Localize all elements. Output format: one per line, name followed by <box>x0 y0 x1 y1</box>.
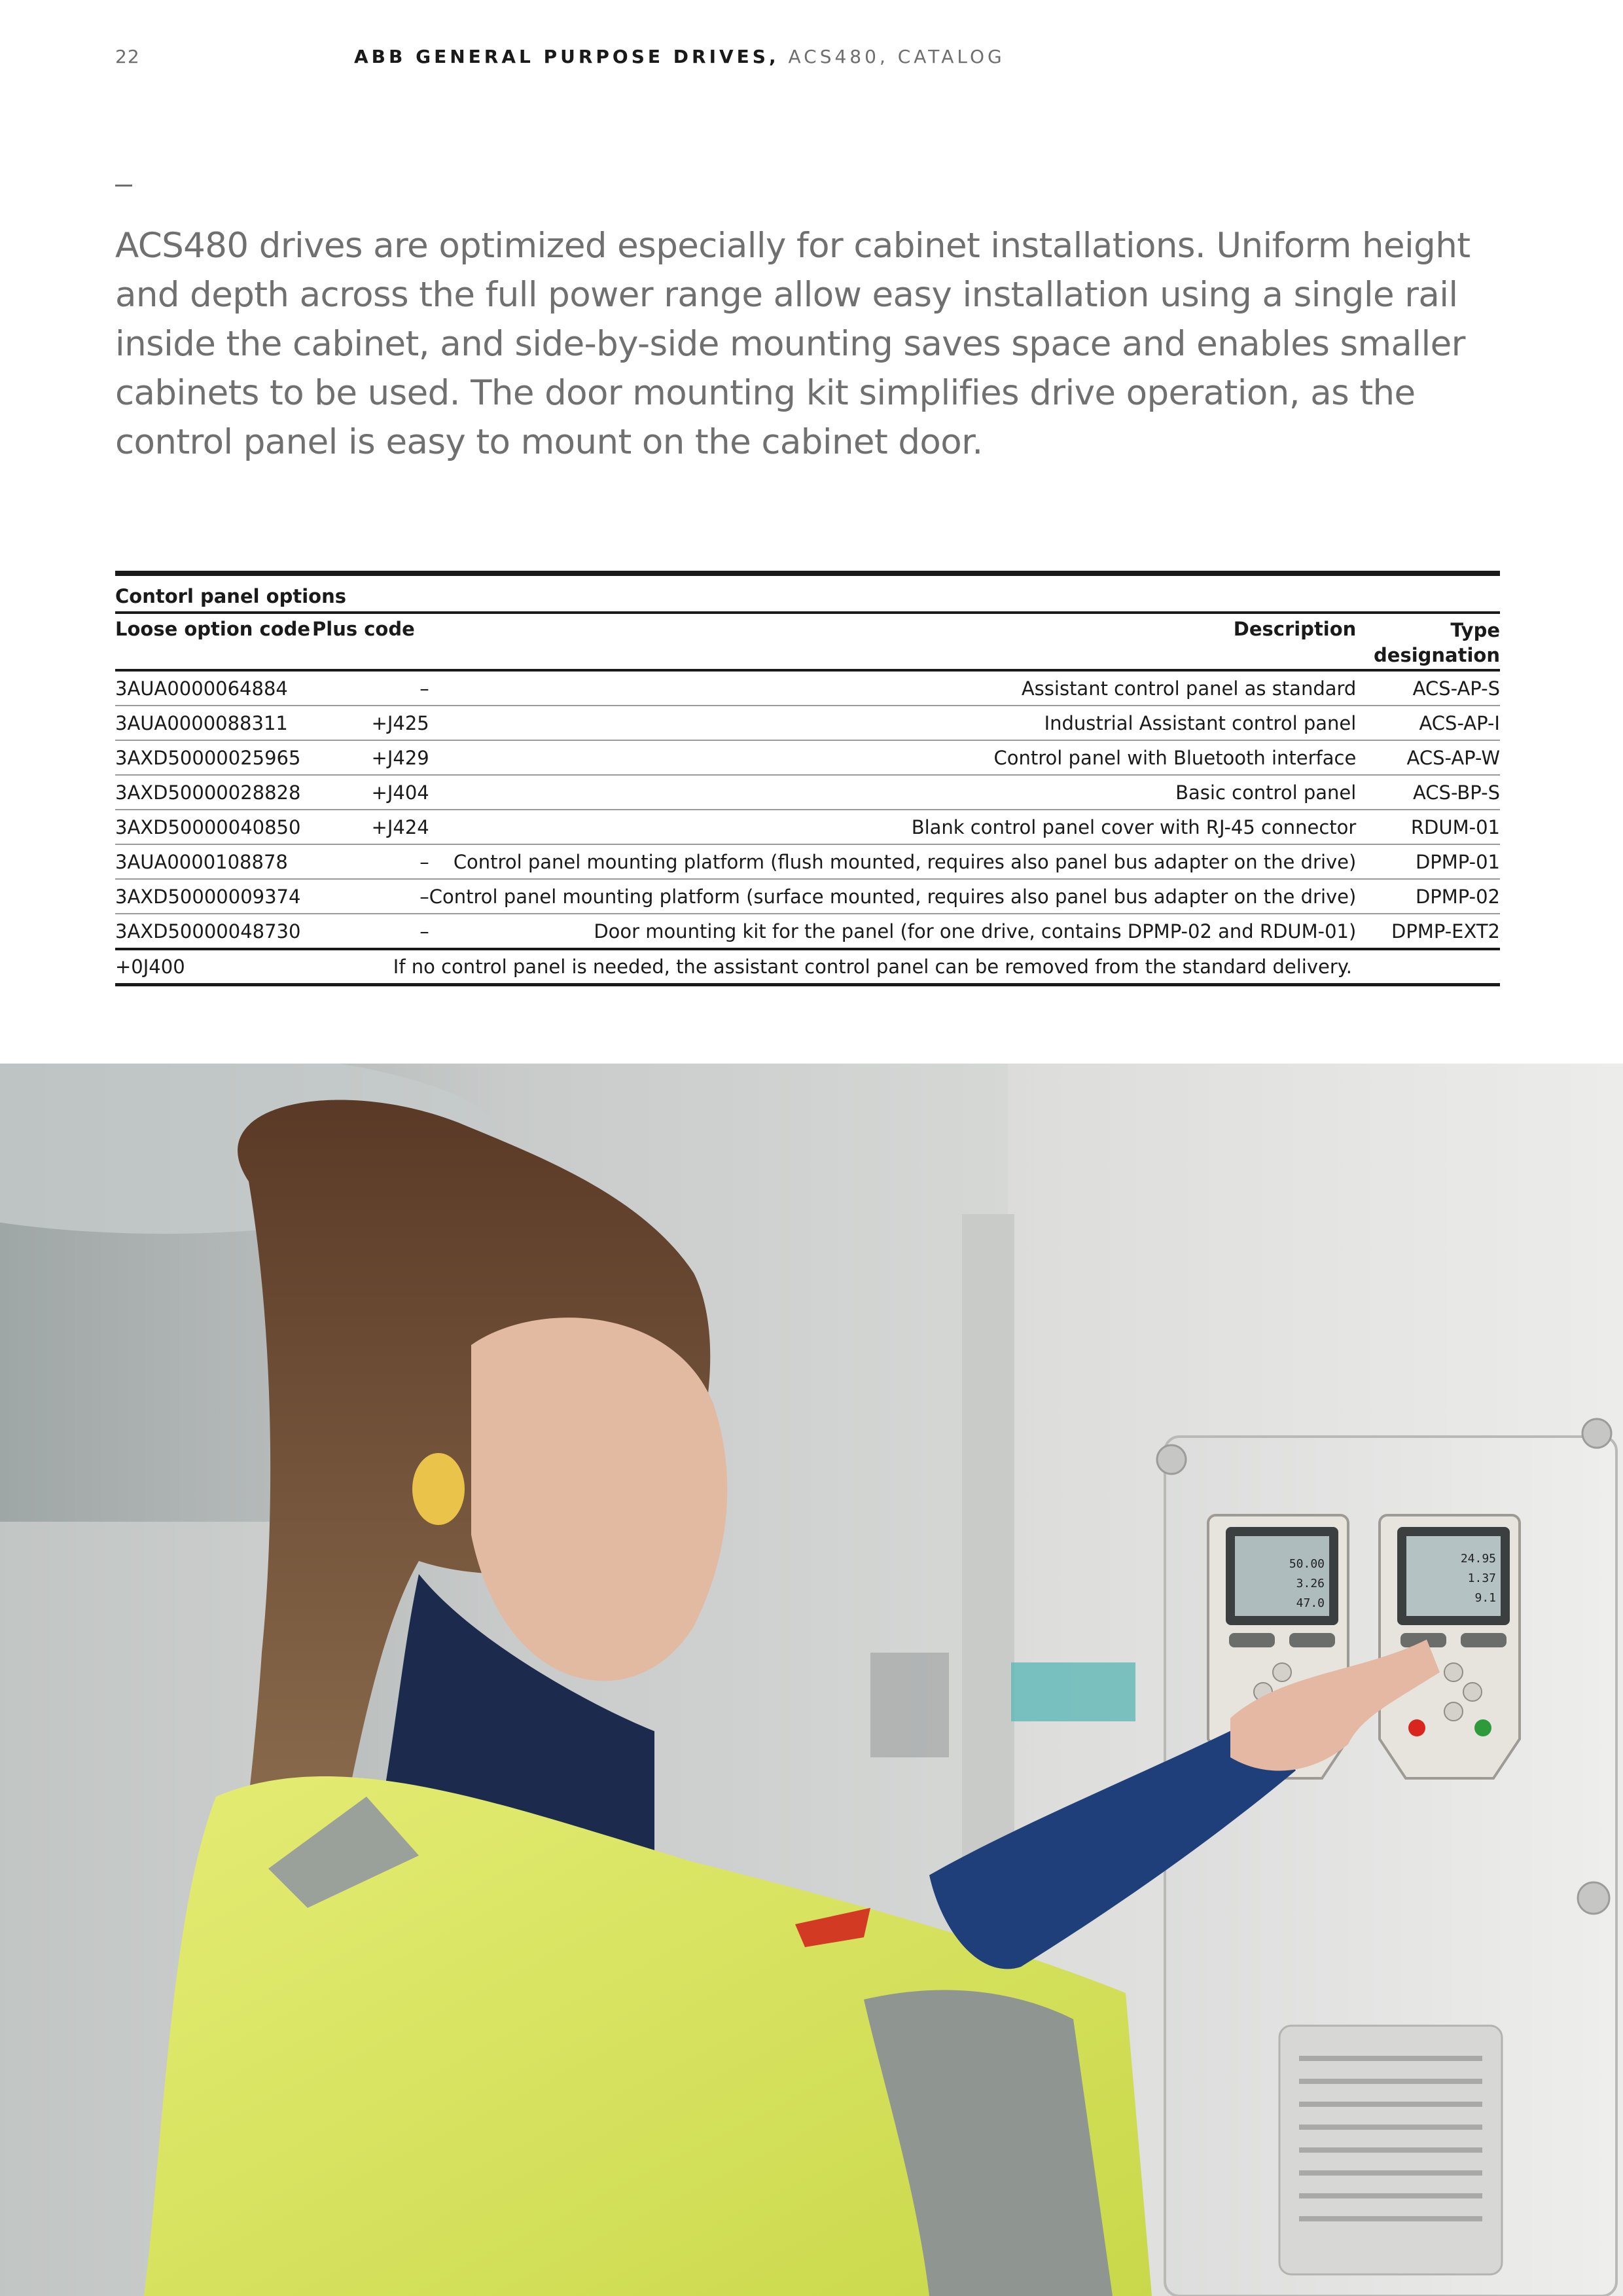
cell-loose-option-code: 3AXD50000028828 <box>115 775 312 810</box>
cell-description: Basic control panel <box>429 775 1374 810</box>
header-description: Description <box>429 613 1374 670</box>
cell-description: Control panel with Bluetooth interface <box>429 740 1374 775</box>
cell-description: Assistant control panel as standard <box>429 670 1374 706</box>
control-panel-options-table <box>115 571 1500 986</box>
table-row <box>115 740 1500 775</box>
note-code: +0J400 <box>115 949 312 985</box>
note-row <box>115 949 1500 985</box>
cell-type-designation: ACS-AP-W <box>1373 740 1500 775</box>
cell-loose-option-code: 3AXD50000009374 <box>115 879 312 914</box>
table-row <box>115 670 1500 706</box>
cell-type-designation: RDUM-01 <box>1373 810 1500 844</box>
right-reading-3: 9.1 <box>1474 1591 1496 1605</box>
cell-plus-code: – <box>312 879 429 914</box>
cell-loose-option-code: 3AXD50000048730 <box>115 914 312 949</box>
left-reading-3: 47.0 <box>1296 1596 1325 1610</box>
header-plus-code: Plus code <box>312 613 429 670</box>
cell-plus-code: – <box>312 914 429 949</box>
right-reading-1: 24.95 <box>1460 1552 1496 1566</box>
cell-type-designation: ACS-BP-S <box>1373 775 1500 810</box>
teal-stripe <box>1011 1662 1135 1721</box>
running-title <box>354 46 1005 67</box>
cell-description: Blank control panel cover with RJ-45 connector <box>429 810 1374 844</box>
intro-paragraph: ACS480 drives are optimized especially for cabinet installations. Uniform height and depth across the full power range allow easy installation using a single rail inside the cabinet, and side-by-side mounting saves space and enables smaller cabinets to be used. The door mounting kit simplifies drive operation, as the control panel is easy to mount on the cabinet door. <box>115 226 1471 462</box>
left-reading-1: 50.00 <box>1289 1557 1325 1571</box>
cell-plus-code: – <box>312 844 429 879</box>
cell-loose-option-code: 3AUA0000064884 <box>115 670 312 706</box>
left-reading-2: 3.26 <box>1296 1577 1325 1590</box>
cell-loose-option-code: 3AXD50000025965 <box>115 740 312 775</box>
cell-description: Industrial Assistant control panel <box>429 706 1374 740</box>
cell-loose-option-code: 3AUA0000108878 <box>115 844 312 879</box>
cell-plus-code: +J424 <box>312 810 429 844</box>
photo-technician-operating-drive-panel <box>0 1064 1623 2296</box>
running-title-bold: ABB GENERAL PURPOSE DRIVES, <box>354 46 779 67</box>
running-header <box>115 46 1508 72</box>
control-panel-right <box>1380 1515 1520 1778</box>
table-row <box>115 706 1500 740</box>
right-reading-2: 1.37 <box>1467 1571 1496 1585</box>
cell-plus-code: +J429 <box>312 740 429 775</box>
cell-plus-code: +J404 <box>312 775 429 810</box>
cell-type-designation: ACS-AP-S <box>1373 670 1500 706</box>
table-row <box>115 914 1500 949</box>
cell-plus-code: +J425 <box>312 706 429 740</box>
table-row <box>115 844 1500 879</box>
cell-type-designation: DPMP-01 <box>1373 844 1500 879</box>
cell-description: Control panel mounting platform (surface mounted, requires also panel bus adapter on the drive) <box>429 879 1374 914</box>
running-title-rest: ACS480, CATALOG <box>779 46 1005 67</box>
table-row <box>115 775 1500 810</box>
cell-description: Door mounting kit for the panel (for one drive, contains DPMP-02 and RDUM-01) <box>429 914 1374 949</box>
table-row <box>115 879 1500 914</box>
note-text: If no control panel is needed, the assistant control panel can be removed from the standard delivery. <box>312 949 1500 985</box>
cell-type-designation: DPMP-EXT2 <box>1373 914 1500 949</box>
table-caption: Contorl panel options <box>115 573 1500 613</box>
header-loose-option-code: Loose option code <box>115 613 312 670</box>
cell-type-designation: DPMP-02 <box>1373 879 1500 914</box>
cell-loose-option-code: 3AXD50000040850 <box>115 810 312 844</box>
cell-plus-code: – <box>312 670 429 706</box>
page-number: 22 <box>115 46 140 67</box>
section-dash <box>115 185 132 187</box>
header-type-designation: Type designation <box>1373 613 1500 670</box>
table-row <box>115 810 1500 844</box>
cell-type-designation: ACS-AP-I <box>1373 706 1500 740</box>
cell-loose-option-code: 3AUA0000088311 <box>115 706 312 740</box>
cell-description: Control panel mounting platform (flush mounted, requires also panel bus adapter on the drive) <box>429 844 1374 879</box>
